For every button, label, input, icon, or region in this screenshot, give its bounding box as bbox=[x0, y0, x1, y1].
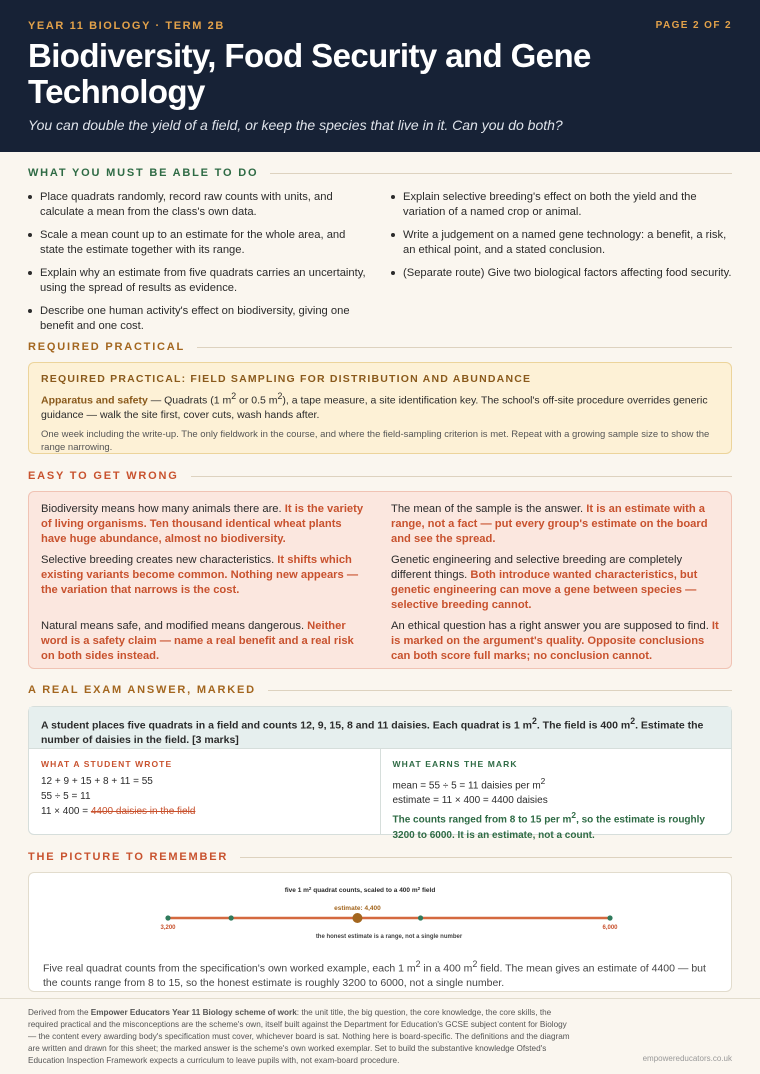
section-mistakes-heading bbox=[28, 470, 732, 482]
mark-conclusion: The counts ranged from 8 to 15 per $m^2$, so the estimate is roughly 3200 to 6000. It is an estimate, not a count. bbox=[392, 810, 705, 841]
goal-item: Explain why an estimate from five quadrats carries an uncertainty, using the spread of results as evidence. bbox=[28, 266, 369, 296]
course-kicker: YEAR 11 BIOLOGY · TERM 2B bbox=[28, 20, 225, 32]
range-min-label: 3,200 bbox=[160, 925, 176, 931]
estimate-point bbox=[607, 915, 612, 920]
range-max-label: 6,000 bbox=[602, 925, 618, 931]
page-header bbox=[0, 0, 760, 152]
range-note: the honest estimate is a range, not a single number bbox=[315, 934, 463, 940]
section-exam-heading bbox=[28, 684, 732, 696]
practical-title: REQUIRED PRACTICAL: FIELD SAMPLING FOR DISTRIBUTION AND ABUNDANCE bbox=[41, 373, 532, 385]
mark-scheme-label: WHAT EARNS THE MARK bbox=[392, 759, 518, 769]
estimate-label: estimate: 4,400 bbox=[334, 905, 381, 912]
student-line: 12 + 9 + 15 + 8 + 11 = 55 bbox=[41, 776, 153, 787]
mark-line: estimate = 11 × 400 = 4400 daisies bbox=[392, 795, 548, 807]
page-footer bbox=[0, 998, 760, 1074]
misconceptions-box bbox=[28, 491, 732, 669]
estimate-point bbox=[165, 915, 170, 920]
practical-apparatus: Apparatus and safety — Quadrats (1 $m^2$ or 0.5 $m^2$), a tape measure, a site identification key. The school's off-site procedure overrides generic guidance — walk the site first, cover cuts, wash hands after. bbox=[41, 391, 708, 421]
footer-source-note: Derived from the Empower Educators Year 11 Biology scheme of work: the unit title, the big question, the core knowledge, the core skills, the required practical and the misconceptions are the scheme's own, itself built against the Department for Education's GCSE subject content for Biology — the content every awarding body's specification must cover, whichever board is sat. Nothing here is board-specific. The definitions and the diagram are written and drawn for this sheet; the marked answer is the scheme's own worked exemplar. Set to build the substantive knowledge Ofsted's Education Inspection Framework expects a curriculum to leave pupils with, not exam-board procedure. bbox=[28, 1008, 570, 1065]
student-answer-label: WHAT A STUDENT WROTE bbox=[41, 759, 173, 769]
section-label: THE PICTURE TO REMEMBER bbox=[28, 851, 229, 863]
goals-column-left bbox=[28, 190, 369, 342]
practical-box bbox=[28, 362, 732, 454]
misconception-item: Genetic engineering and selective breeding are completely different things. Both introduce wanted characteristics, but genetic engineering can move a gene between species — selective breeding cannot. bbox=[391, 554, 698, 611]
footer-website: empowereducators.co.uk bbox=[642, 1054, 732, 1063]
section-label: A REAL EXAM ANSWER, MARKED bbox=[28, 684, 256, 696]
page-subtitle: You can double the yield of a field, or keep the species that live in it. Can you do both? bbox=[28, 117, 563, 133]
practical-note: One week including the write-up. The only fieldwork in the course, and where the field-sampling criterion is met. Repeat with a growing sample size to show the range narrowing. bbox=[41, 428, 710, 453]
misconception-item: Selective breeding creates new characteristics. It shifts which existing variants become common. Nothing new appears — the variation that narrows is the cost. bbox=[41, 554, 359, 596]
page-number: PAGE 2 OF 2 bbox=[655, 20, 732, 31]
section-goals-heading bbox=[28, 167, 732, 179]
section-label: WHAT YOU MUST BE ABLE TO DO bbox=[28, 167, 259, 179]
student-line: 55 ÷ 5 = 11 bbox=[41, 791, 91, 802]
misconception-item: An ethical question has a right answer you are supposed to find. It is marked on the argument's quality. Opposite conclusions can both score full marks; no conclusion cannot. bbox=[391, 620, 719, 662]
mark-line: mean = 55 ÷ 5 = 11 daisies per $m^2$ bbox=[392, 776, 546, 792]
goal-item: Place quadrats randomly, record raw counts with units, and calculate a mean from the class's own data. bbox=[28, 190, 369, 220]
misconception-item: Biodiversity means how many animals there are. It is the variety of living organisms. Ten thousand identical wheat plants have huge abundance, almost no biodiversity. bbox=[41, 503, 364, 545]
mean-estimate-point bbox=[352, 913, 362, 923]
estimate-point bbox=[229, 915, 234, 920]
goal-item: Describe one human activity's effect on biodiversity, giving one benefit and one cost. bbox=[28, 304, 369, 334]
range-diagram bbox=[29, 873, 731, 953]
estimate-point bbox=[418, 915, 423, 920]
goal-item: (Separate route) Give two biological factors affecting food security. bbox=[391, 266, 732, 281]
misconception-item: Natural means safe, and modified means dangerous. Neither word is a safety claim — name a real benefit and a real risk on both sides instead. bbox=[41, 620, 354, 662]
goals-list bbox=[28, 190, 732, 342]
section-label: EASY TO GET WRONG bbox=[28, 470, 179, 482]
goals-column-right bbox=[391, 190, 732, 342]
exam-question: A student places five quadrats in a field and counts 12, 9, 15, 8 and 11 daisies. Each quadrat is 1 $m^2$. The field is 400 $m^2$. Estimate the number of daisies in the field. [3 marks] bbox=[29, 707, 731, 749]
diagram-title: five 1 $m^2$ quadrat counts, scaled to a 400 $m^2$ field bbox=[284, 886, 436, 894]
mark-scheme bbox=[380, 749, 732, 841]
page-title: Biodiversity, Food Security and Gene Technology bbox=[28, 37, 591, 110]
student-answer bbox=[29, 749, 380, 835]
exam-answer-box bbox=[28, 706, 732, 841]
goal-item: Write a judgement on a named gene technology: a benefit, a risk, an ethical point, and a stated conclusion. bbox=[391, 228, 732, 258]
student-line: 11 × 400 = 4400 daisies in the field bbox=[41, 806, 196, 817]
struck-answer: 4400 daisies in the field bbox=[90, 806, 196, 817]
section-practical-heading bbox=[28, 341, 732, 353]
misconception-item: The mean of the sample is the answer. It is an estimate with a range, not a fact — put every group's estimate on the board and see the spread. bbox=[391, 503, 708, 545]
diagram-caption: Five real quadrat counts from the specification's own worked example, each 1 $m^2$ in a 400 $m^2$ field. The mean gives an estimate of 4400 — but the counts range from 8 to 15, so the honest estimate is roughly 3200 to 6000, not a single number. bbox=[43, 959, 706, 989]
goal-item: Scale a mean count up to an estimate for the whole area, and state the estimate together with its range. bbox=[28, 228, 369, 258]
goal-item: Explain selective breeding's effect on both the yield and the variation of a named crop or animal. bbox=[391, 190, 732, 220]
section-picture-heading bbox=[28, 851, 732, 863]
range-diagram-box bbox=[28, 872, 732, 992]
section-label: REQUIRED PRACTICAL bbox=[28, 341, 186, 353]
